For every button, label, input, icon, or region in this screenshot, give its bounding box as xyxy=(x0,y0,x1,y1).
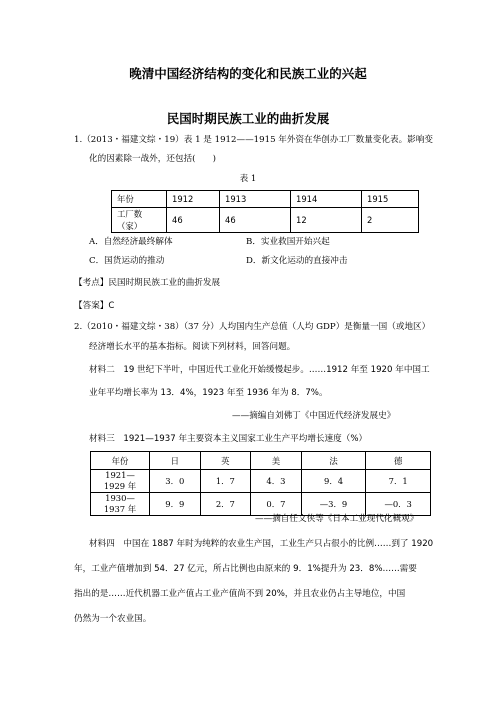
table-cell: 1914 xyxy=(291,191,362,208)
table-cell: 法 xyxy=(301,452,366,470)
q1-stem-line2: 化的因素除一战外，还包括( ) xyxy=(89,154,217,164)
table-row xyxy=(91,452,431,470)
table-cell: 1．7 xyxy=(200,470,251,493)
table-cell: —0．3 xyxy=(366,493,431,516)
table-cell: 12 xyxy=(291,208,362,233)
table-cell: 英 xyxy=(200,452,251,470)
table-cell: 46 xyxy=(220,208,291,233)
material3-title: 材料三 1921—1937 年主要资本主义国家工业生产平均增长速度（%） xyxy=(89,434,368,444)
document-title: 晚清中国经济结构的变化和民族工业的兴起 xyxy=(129,66,367,81)
table-cell: 德 xyxy=(366,452,431,470)
table-row xyxy=(112,208,419,233)
q1-stem-line1: 1.（2013・福建文综・19）表 1 是 1912——1915 年外资在华创办工厂数量变化表。影响变 xyxy=(74,135,433,145)
table3 xyxy=(90,451,431,516)
table-cell: 日 xyxy=(150,452,201,470)
option-d: D．新文化运动的直接冲击 xyxy=(246,256,348,266)
table-row xyxy=(112,191,419,208)
material2-line2: 业年平均增长率为 13．4%，1923 年至 1936 年为 8．7%。 xyxy=(89,388,328,398)
option-b: B．实业救国开始兴起 xyxy=(246,237,330,247)
material4-line2: 年，工业产值增加到 54．27 亿元，所占比例也由原来的 9．1%提升为 23．8%……需要 xyxy=(74,564,417,574)
table-cell: 1921—1929 年 xyxy=(91,470,150,493)
table-cell: 工厂数（家） xyxy=(112,208,167,233)
table-cell: 46 xyxy=(167,208,220,233)
table-cell: 1912 xyxy=(167,191,220,208)
material3-source: ——摘自任文侠等《日本工业现代化概观》 xyxy=(255,514,419,524)
table-cell: 年份 xyxy=(112,191,167,208)
table-cell: 1915 xyxy=(362,191,419,208)
q2-stem-line1: 2.（2010・福建文综・38）（37 分）人均国内生产总值（人均 GDP）是衡量一国（或地区） xyxy=(74,322,431,332)
material2-source: ——摘编自刘佛丁《中国近代经济发展史》 xyxy=(232,411,396,421)
table-cell: 2 xyxy=(362,208,419,233)
option-a: A．自然经济最终解体 xyxy=(89,237,173,247)
table-cell: 美 xyxy=(251,452,302,470)
table-cell: 7．1 xyxy=(366,470,431,493)
table-cell: 1913 xyxy=(220,191,291,208)
table1-caption: 表 1 xyxy=(239,174,257,184)
table-cell: —3．9 xyxy=(301,493,366,516)
table-cell: 2．7 xyxy=(200,493,251,516)
q2-stem-line2: 经济增长水平的基本指标。阅读下列材料，回答问题。 xyxy=(89,342,296,352)
table-cell: 9．9 xyxy=(150,493,201,516)
material4-line3: 指出的是……近代机器工业产值占工业产值尚不到 20%，并且农业仍占主导地位，中国 xyxy=(74,589,406,599)
q1-kaodian: 【考点】民国时期民族工业的曲折发展 xyxy=(74,278,221,288)
table-cell: 3．0 xyxy=(150,470,201,493)
table-cell: 9．4 xyxy=(301,470,366,493)
table1 xyxy=(111,190,419,233)
q1-answer: 【答案】C xyxy=(74,301,115,311)
material2-line1: 材料二 19 世纪下半叶，中国近代工业化开始缓慢起步。……1912 年至 1920 年中国工 xyxy=(89,365,430,375)
table-cell: 4．3 xyxy=(251,470,302,493)
table-row xyxy=(91,470,431,493)
table-cell: 1930—1937 年 xyxy=(91,493,150,516)
option-c: C．国货运动的推动 xyxy=(89,256,165,266)
material4-line1: 材料四 中国在 1887 年时为纯粹的农业生产国，工业生产只占很小的比例……到了 1920 xyxy=(89,539,434,549)
table-cell: 0．7 xyxy=(251,493,302,516)
section-title: 民国时期民族工业的曲折发展 xyxy=(166,111,330,126)
material4-line4: 仍然为一个农业国。 xyxy=(74,614,152,624)
table-cell: 年份 xyxy=(91,452,150,470)
